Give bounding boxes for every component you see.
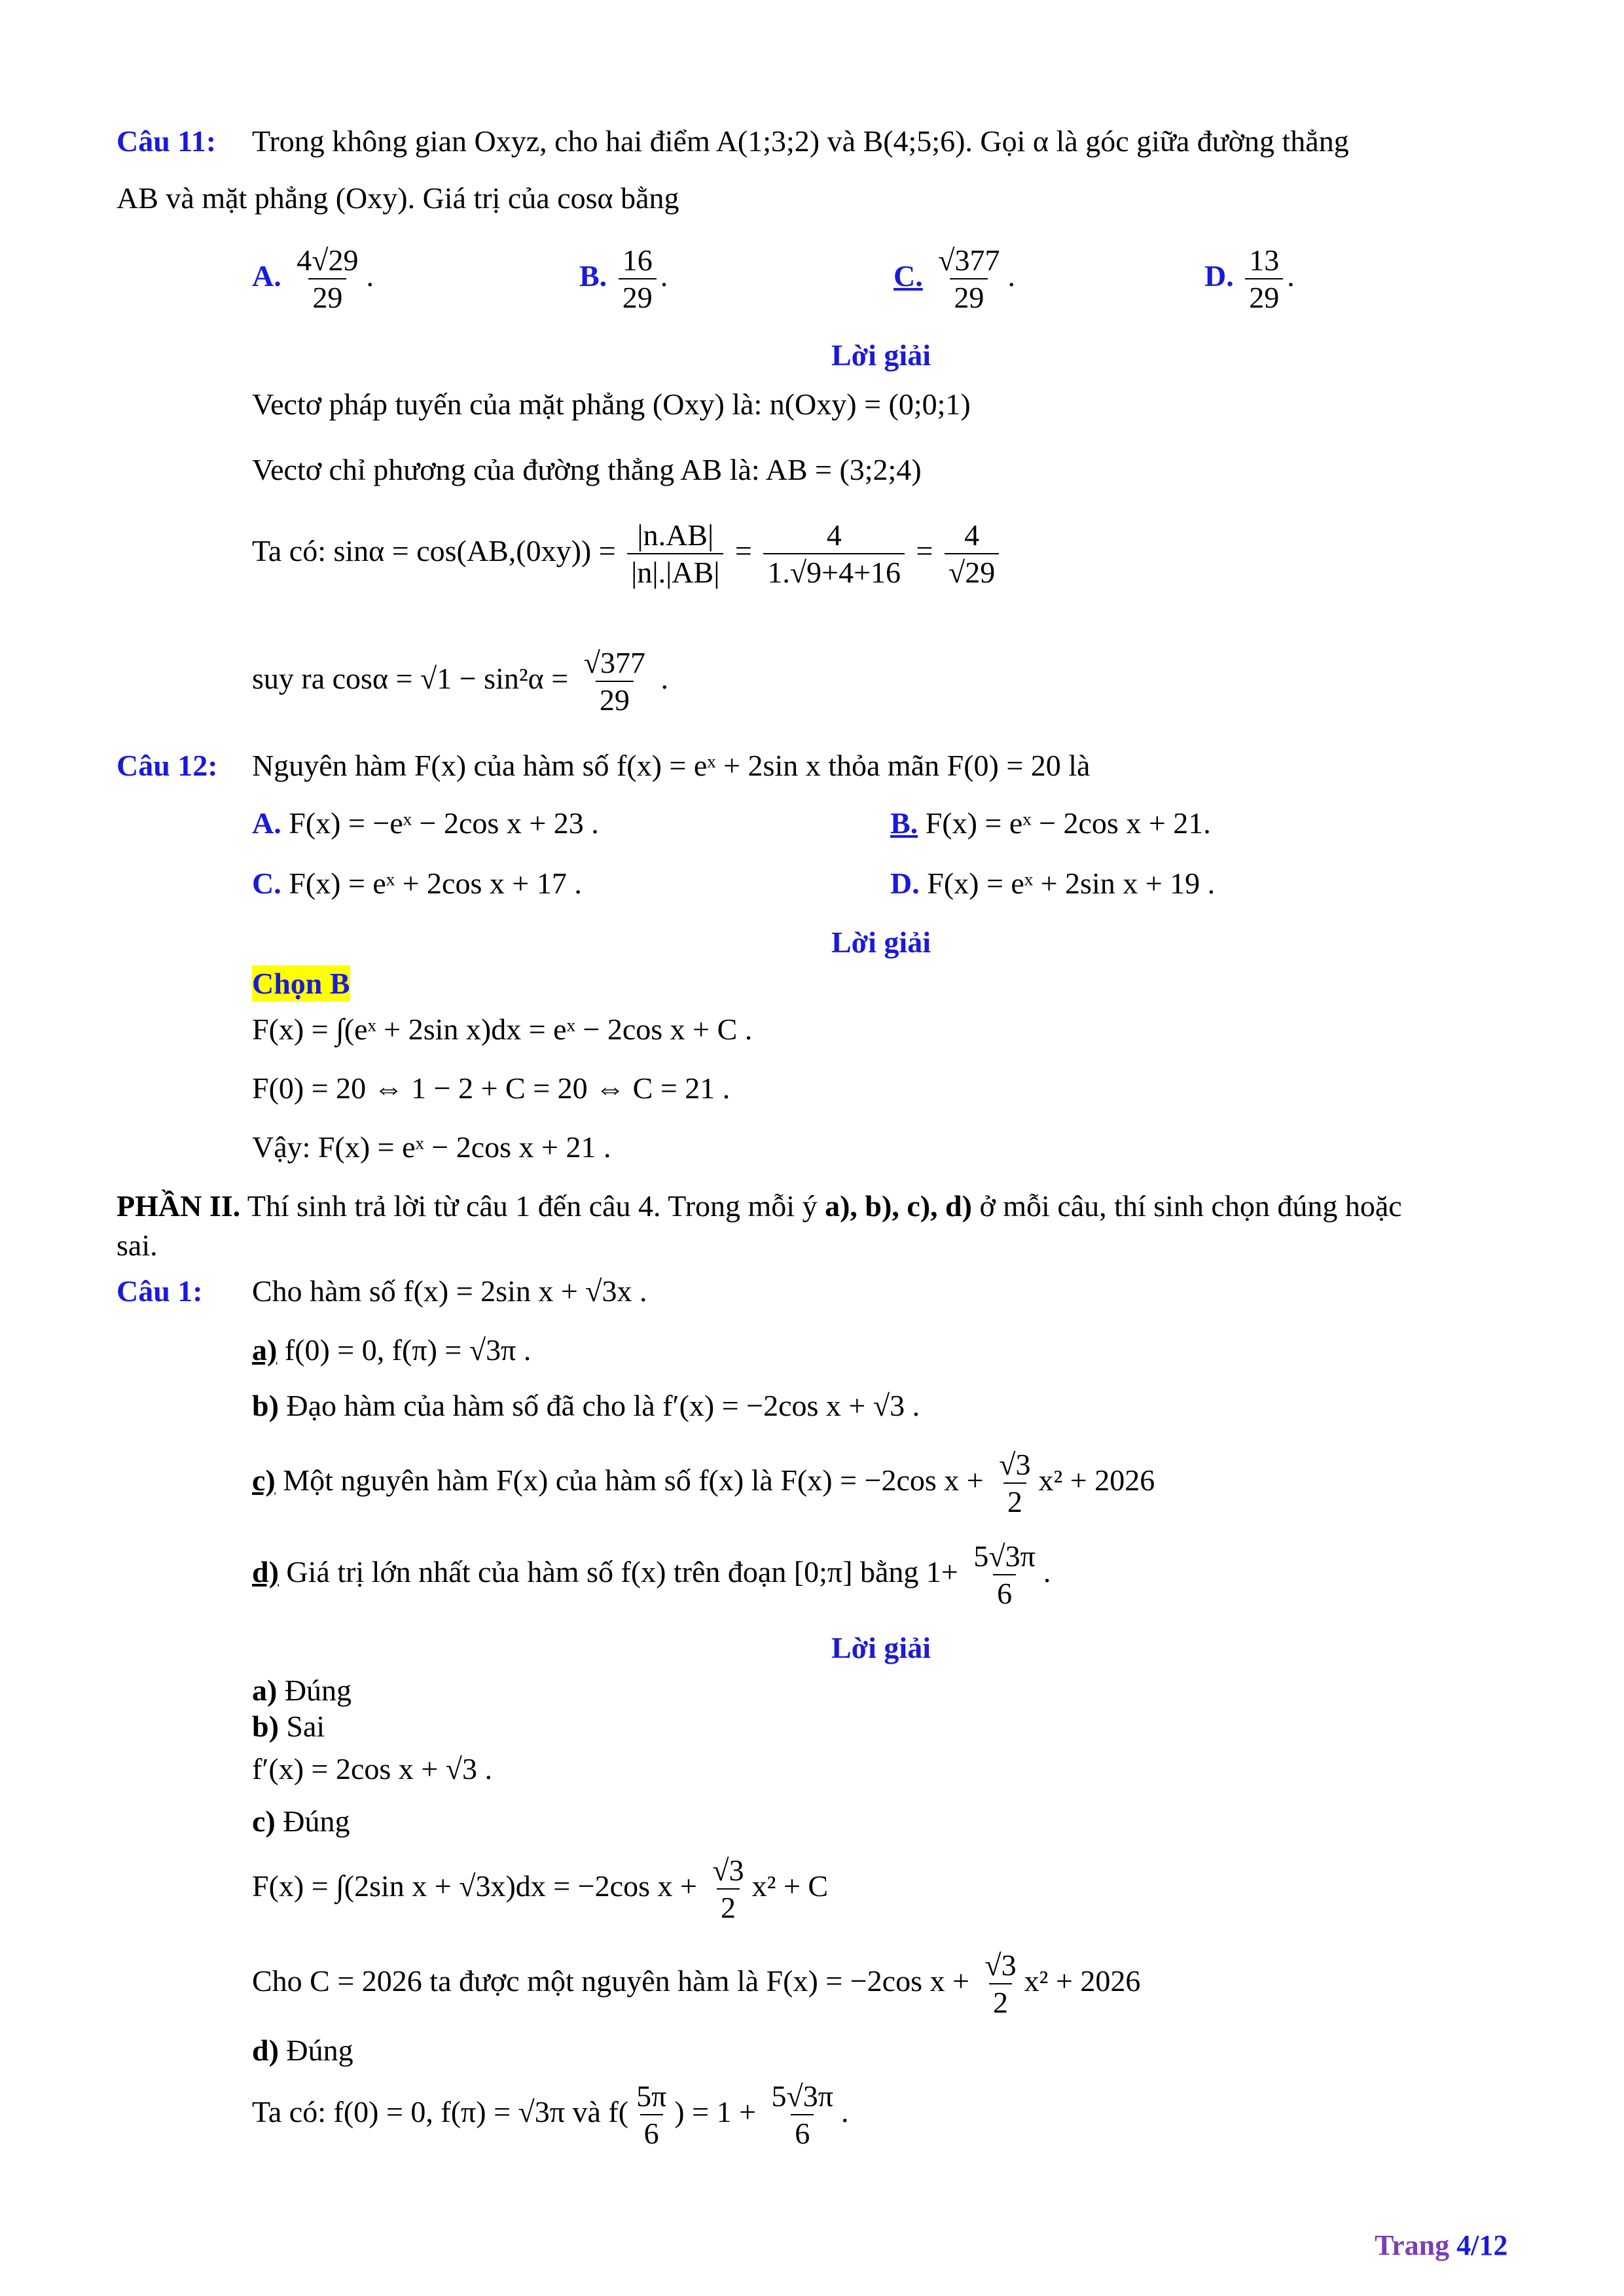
q1-result-d	[252, 2032, 353, 2068]
page-word: Trang	[1375, 2229, 1450, 2261]
q1-d-label: d)	[252, 1554, 279, 1588]
q12-label: Câu 12:	[117, 749, 218, 782]
part2-instructions	[117, 1188, 1402, 1224]
q11-label: Câu 11:	[117, 124, 217, 158]
line4-suffix: .	[660, 661, 668, 695]
q11-solution-line4	[252, 645, 668, 718]
q1-rb-text: Sai	[278, 1710, 325, 1743]
line4-fraction	[580, 645, 649, 718]
q1-rd-suffix: .	[841, 2094, 849, 2128]
part2-title: PHẦN II.	[117, 1189, 241, 1223]
q12-option-d	[890, 865, 1215, 901]
q1-rd-num2: 5√3π	[771, 2079, 833, 2113]
q1-rc-text: Đúng	[275, 1804, 350, 1838]
line4-num: √377	[583, 646, 645, 679]
option-d-num: 13	[1249, 243, 1280, 277]
q1-d-prefix: Giá trị lớn nhất của hàm số f(x) trên đoạn [0;π] bằng 1+	[278, 1554, 958, 1588]
line4-den: 29	[596, 681, 634, 718]
q1-d-num: 5√3π	[973, 1539, 1036, 1573]
q1-rc-num: √3	[712, 1854, 744, 1887]
option-d-den: 29	[1245, 278, 1283, 315]
q12-option-b-text: F(x) = eˣ − 2cos x + 21.	[925, 806, 1211, 840]
q11-option-a: A. $\frac{4√29}{29}$ .	[252, 242, 374, 315]
q12-option-a-label: A.	[252, 806, 281, 840]
line4-prefix: suy ra cosα = √1 − sin²α =	[252, 661, 569, 695]
q1-result-a	[252, 1672, 352, 1708]
q12-option-a	[252, 805, 599, 841]
q12-option-d-label: D.	[890, 867, 920, 900]
q1-c-label: c)	[252, 1463, 276, 1497]
q12-solution-line1: F(x) = ∫(eˣ + 2sin x)dx = eˣ − 2cos x + C .	[252, 1013, 753, 1046]
page-num: 4/12	[1456, 2229, 1508, 2261]
q1-ra-label: a)	[252, 1674, 278, 1707]
q1-statement-a	[252, 1332, 531, 1368]
q1-rc2-fraction	[981, 1947, 1020, 2020]
q1-rc-line-prefix: F(x) = ∫(2sin x + √3x)dx = −2cos x +	[252, 1869, 697, 1903]
f1-den: |n|.|AB|	[627, 553, 723, 590]
part2-text: Thí sinh trả lời từ câu 1 đến câu 4. Trong mỗi ý	[240, 1189, 825, 1223]
q12-option-b	[890, 805, 1211, 841]
option-a-label: A.	[252, 259, 281, 293]
q1-d-fraction	[969, 1538, 1039, 1611]
q12-option-c-label: C.	[252, 867, 281, 900]
q1-rc-suffix: x² + C	[751, 1869, 829, 1903]
option-d-label: D.	[1204, 259, 1234, 293]
q11-option-d: D. $\frac{13}{29}$ .	[1204, 242, 1295, 315]
part2-instructions-line2: sai.	[117, 1229, 158, 1262]
q1-ra-text: Đúng	[277, 1674, 352, 1707]
q1-result-b	[252, 1708, 325, 1744]
q1-statement-d	[252, 1538, 1051, 1611]
q1-d-den: 6	[993, 1574, 1016, 1611]
q12-choose-answer: Chọn B	[252, 965, 350, 1001]
q1-b-text: Đạo hàm của hàm số đã cho là f′(x) = −2cos x + √3 .	[278, 1389, 920, 1422]
f3-den: √29	[945, 553, 999, 590]
q1-rd-den2: 6	[791, 2114, 814, 2151]
q1-c-num: √3	[999, 1448, 1031, 1481]
q11-solution-title: Lời giải	[831, 338, 931, 372]
q1-rc2-den: 2	[989, 1983, 1012, 2020]
option-a-fraction	[293, 242, 362, 315]
q1-rc-den: 2	[717, 1888, 740, 1926]
q1-c-fraction	[995, 1446, 1034, 1520]
q12-solution-line3: Vậy: F(x) = eˣ − 2cos x + 21 .	[252, 1130, 611, 1164]
q12-option-c	[252, 865, 582, 901]
q1-c-den: 2	[1003, 1482, 1026, 1520]
q1-solution-title: Lời giải	[831, 1631, 931, 1664]
option-d-fraction	[1245, 242, 1283, 315]
q12-option-d-text: F(x) = eˣ + 2sin x + 19 .	[927, 867, 1216, 900]
f2-num: 4	[826, 518, 842, 552]
q12-solution-title: Lời giải	[831, 925, 931, 959]
q1-c-suffix: x² + 2026	[1038, 1463, 1155, 1497]
q1-rd-fraction-2	[768, 2078, 837, 2151]
q1-rd-label: d)	[252, 2034, 279, 2067]
page-number	[1375, 2229, 1507, 2263]
q1-rd-fraction-1	[632, 2078, 670, 2151]
line3-fraction-1	[627, 517, 723, 590]
q1-stem: Cho hàm số f(x) = 2sin x + √3x .	[252, 1274, 647, 1308]
q1-result-b-line: f′(x) = 2cos x + √3 .	[252, 1752, 492, 1785]
q11-solution-line2: Vectơ chỉ phương của đường thẳng AB là: AB = (3;2;4)	[252, 453, 922, 486]
q1-a-label: a)	[252, 1333, 278, 1367]
option-b-num: 16	[622, 243, 653, 277]
line3-equals-1: =	[734, 533, 752, 567]
q1-result-c	[252, 1803, 350, 1839]
q11-stem-line2: AB và mặt phẳng (Oxy). Giá trị của cosα bằng	[117, 181, 679, 215]
f1-num: |n.AB|	[637, 518, 714, 552]
q1-rc-fraction	[708, 1852, 748, 1926]
q1-c-prefix: Một nguyên hàm F(x) của hàm số f(x) là F(x) = −2cos x +	[275, 1463, 984, 1497]
q1-statement-b	[252, 1388, 920, 1424]
q1-rc2-num: √3	[984, 1948, 1017, 1982]
q12-stem: Nguyên hàm F(x) của hàm số f(x) = eˣ + 2sin x thỏa mãn F(0) = 20 là	[252, 749, 1091, 782]
line3-equals-2: =	[916, 533, 933, 567]
q1-d-suffix: .	[1043, 1554, 1051, 1588]
q1-rd-den1: 6	[640, 2114, 663, 2151]
q11-solution-line1: Vectơ pháp tuyến của mặt phẳng (Oxy) là: n(Oxy) = (0;0;1)	[252, 387, 971, 421]
q1-rc2-prefix: Cho C = 2026 ta được một nguyên hàm là F(x) = −2cos x +	[252, 1964, 969, 1998]
option-b-label: B.	[579, 259, 607, 293]
q1-rc2-suffix: x² + 2026	[1024, 1964, 1141, 1998]
line3-fraction-3	[945, 517, 999, 590]
q1-rd-text: Đúng	[278, 2034, 353, 2067]
option-b-fraction	[619, 242, 657, 315]
q1-rb-label: b)	[252, 1710, 279, 1743]
q1-rd-num1: 5π	[636, 2079, 667, 2113]
q1-result-c-line2	[252, 1947, 1140, 2020]
q1-a-text: f(0) = 0, f(π) = √3π .	[277, 1333, 532, 1367]
q1-label: Câu 1:	[117, 1274, 203, 1308]
f3-num: 4	[964, 518, 980, 552]
q11-solution-line3	[252, 517, 1003, 590]
q12-option-a-text: F(x) = −eˣ − 2cos x + 23 .	[289, 806, 599, 840]
q12-option-b-label: B.	[890, 806, 918, 840]
q11-option-c: C. $\frac{√377}{29}$ .	[893, 242, 1015, 315]
option-c-label: C.	[893, 259, 923, 293]
q1-result-c-line1	[252, 1852, 828, 1926]
q12-option-c-text: F(x) = eˣ + 2cos x + 17 .	[289, 867, 582, 900]
q12-solution-line2: F(0) = 20 ⇔ 1 − 2 + C = 20 ⇔ C = 21 .	[252, 1071, 731, 1105]
q11-stem-line1: Trong không gian Oxyz, cho hai điểm A(1;3;2) và B(4;5;6). Gọi α là góc giữa đường thẳng	[252, 124, 1349, 158]
q1-result-d-line: Ta có: f(0) = 0, f(π) = √3π và f( $\frac{5\pi}{6}$ ) = 1 + $\frac{5√3\pi}{6}$ .	[252, 2078, 849, 2151]
q11-option-b: B. $\frac{16}{29}$ .	[579, 242, 668, 315]
option-b-den: 29	[619, 278, 657, 315]
option-a-num: 4√29	[297, 243, 359, 277]
option-c-num: √377	[938, 243, 1000, 277]
option-c-den: 29	[950, 278, 988, 315]
q1-statement-c	[252, 1446, 1155, 1520]
line3-prefix: Ta có: sinα = cos(AB,(0xy)) =	[252, 533, 616, 567]
q1-rc-label: c)	[252, 1804, 276, 1838]
option-c-fraction	[934, 242, 1003, 315]
part2-text2: ở mỗi câu, thí sinh chọn đúng hoặc	[971, 1189, 1402, 1223]
q1-rd-prefix: Ta có: f(0) = 0, f(π) = √3π và f	[252, 2094, 619, 2128]
f2-den: 1.√9+4+16	[763, 553, 905, 590]
option-a-den: 29	[308, 278, 346, 315]
part2-bold-items: a), b), c), d)	[825, 1189, 972, 1223]
line3-fraction-2	[763, 517, 905, 590]
q1-rd-middle: = 1 +	[684, 2094, 757, 2128]
q1-b-label: b)	[252, 1389, 279, 1422]
